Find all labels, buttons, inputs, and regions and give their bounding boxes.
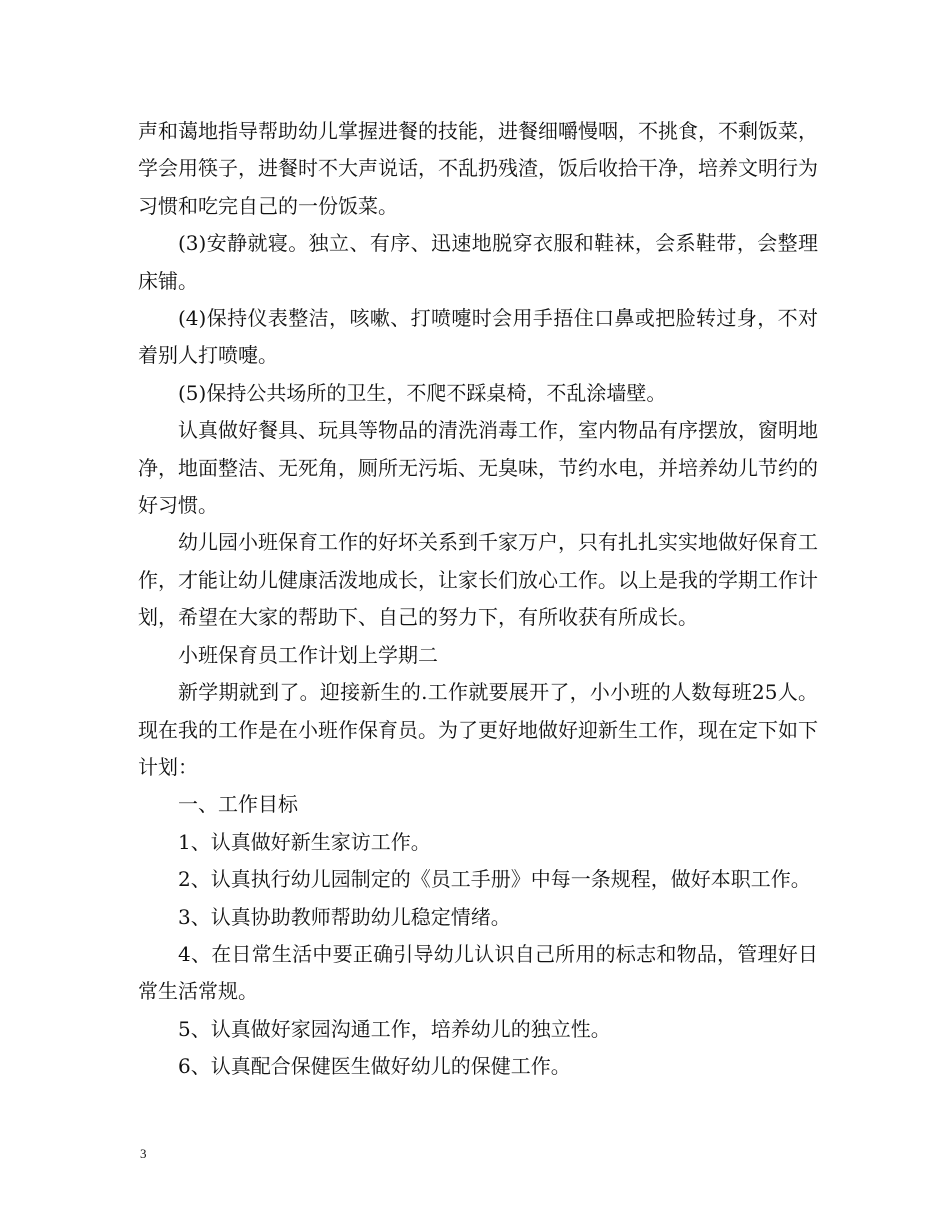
paragraph-2: (3)安静就寝。独立、有序、迅速地脱穿衣服和鞋袜，会系鞋带，会整理床铺。 <box>138 231 818 293</box>
page-number: 3 <box>140 1146 147 1161</box>
paragraph-5: 认真做好餐具、玩具等物品的清洗消毒工作，室内物品有序摆放，窗明地净，地面整洁、无死角，厕所无污垢、无臭味，节约水电，并培养幼儿节约的好习惯。 <box>138 418 818 518</box>
list-item-3: 3、认真协助教师帮助幼儿稳定情绪。 <box>178 904 511 929</box>
list-item-5: 5、认真做好家园沟通工作，培养幼儿的独立性。 <box>178 1016 611 1041</box>
paragraph-4: (5)保持公共场所的卫生，不爬不踩桌椅，不乱涂墙壁。 <box>178 380 667 405</box>
list-item-4: 4、在日常生活中要正确引导幼儿认识自己所用的标志和物品，管理好日常生活常规。 <box>138 941 818 1004</box>
heading-work-goals: 一、工作目标 <box>178 792 298 817</box>
document-body <box>138 113 818 1086</box>
list-item-6: 6、认真配合保健医生做好幼儿的保健工作。 <box>178 1054 571 1079</box>
list-item-2: 2、认真执行幼儿园制定的《员工手册》中每一条规程，做好本职工作。 <box>178 867 811 892</box>
list-item-1: 1、认真做好新生家访工作。 <box>178 829 431 854</box>
paragraph-3: (4)保持仪表整洁，咳嗽、打喷嚏时会用手捂住口鼻或把脸转过身，不对着别人打喷嚏。 <box>138 306 818 368</box>
paragraph-6: 幼儿园小班保育工作的好坏关系到千家万户，只有扎扎实实地做好保育工作，才能让幼儿健康活泼地成长，让家长们放心工作。以上是我的学期工作计划，希望在大家的帮助下、自己的努力下，有所收获有所成长。 <box>138 530 818 630</box>
section-title: 小班保育员工作计划上学期二 <box>178 642 438 667</box>
paragraph-8: 新学期就到了。迎接新生的.工作就要展开了，小小班的人数每班25人。现在我的工作是在小班作保育员。为了更好地做好迎新生工作，现在定下如下计划： <box>138 680 818 779</box>
paragraph-1: 声和蔼地指导帮助幼儿掌握进餐的技能，进餐细嚼慢咽，不挑食，不剩饭菜，学会用筷子，进餐时不大声说话，不乱扔残渣，饭后收拾干净，培养文明行为习惯和吃完自己的一份饭菜。 <box>138 119 818 218</box>
